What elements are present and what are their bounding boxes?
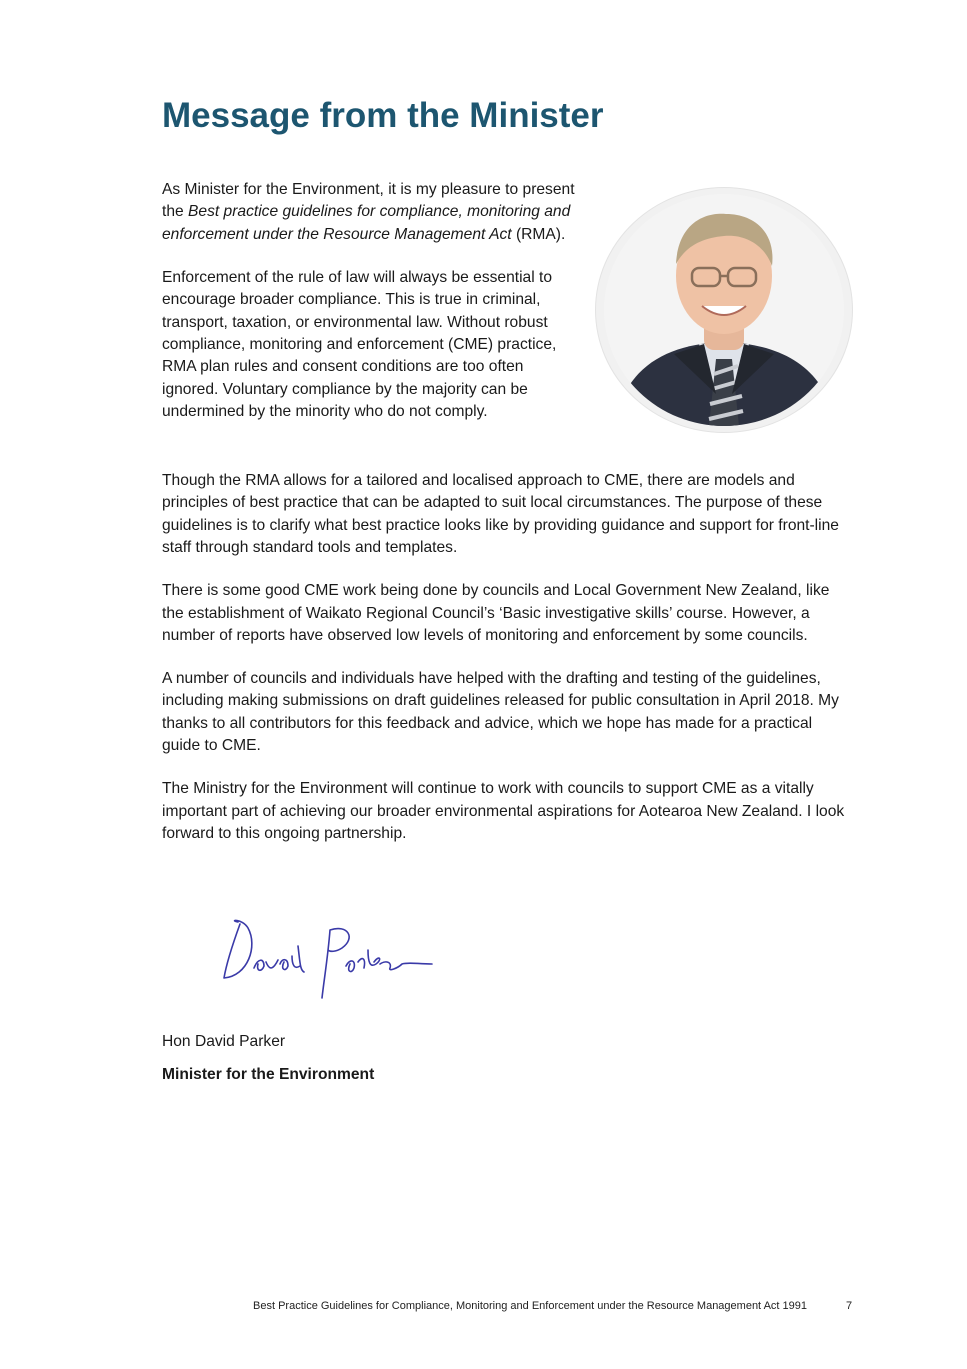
body-text	[162, 470, 854, 866]
publication-title-italic: Best practice guidelines for compliance, monitoring and enforcement under the Resource Management Act	[162, 203, 571, 243]
minister-portrait	[604, 194, 844, 426]
page-footer	[0, 1297, 967, 1315]
handwritten-signature	[218, 906, 440, 1002]
intro-p1-tail: (RMA).	[511, 225, 566, 243]
body-paragraph-4: The Ministry for the Environment will continue to work with councils to support CME as a vitally important part of achieving our broader environmental aspirations for Aotearoa New Zealand. I look forward to this ongoing partnership.	[162, 780, 845, 843]
intro-p1-lead: As Minister for the Environment, it is my pleasure to present the	[162, 181, 575, 221]
intro-text	[162, 179, 582, 444]
page-title: Message from the Minister	[162, 96, 604, 135]
page-number: 7	[846, 1300, 853, 1312]
signature-drawing	[218, 906, 440, 1002]
minister-portrait-frame	[596, 188, 852, 432]
signatory-title: Minister for the Environment	[162, 1066, 375, 1083]
intro-paragraph-1	[162, 179, 582, 246]
body-paragraph-1: Though the RMA allows for a tailored and localised approach to CME, there are models and principles of best practice that can be adapted to suit local circumstances. The purpose of these guidelines is to clarify what best practice looks like by providing guidance and support for front-line staff through standard tools and templates.	[162, 472, 839, 557]
portrait-illustration	[604, 194, 844, 426]
body-paragraph-3: A number of councils and individuals have helped with the drafting and testing of the guidelines, including making submissions on draft guidelines released for public consultation in April 2018. My thanks to all contributors for this feedback and advice, which we hope has made for a practical guide to CME.	[162, 670, 839, 755]
signatory-name: Hon David Parker	[162, 1033, 286, 1050]
body-paragraph-2: There is some good CME work being done by councils and Local Government New Zealand, like the establishment of Waikato Regional Council’s ‘Basic investigative skills’ course. However, a number of reports have observed low levels of monitoring and enforcement by some councils.	[162, 582, 830, 645]
intro-paragraph-2: Enforcement of the rule of law will always be essential to encourage broader compliance. This is true in criminal, transport, taxation, or environmental law. Without robust compliance, monitoring and enforcement (CME) practice, RMA plan rules and consent conditions are too often ignored. Voluntary compliance by the majority can be undermined by the minority who do not comply.	[162, 268, 557, 421]
footer-document-title: Best Practice Guidelines for Compliance, Monitoring and Enforcement under the Resource Management Act 1991	[253, 1300, 807, 1312]
